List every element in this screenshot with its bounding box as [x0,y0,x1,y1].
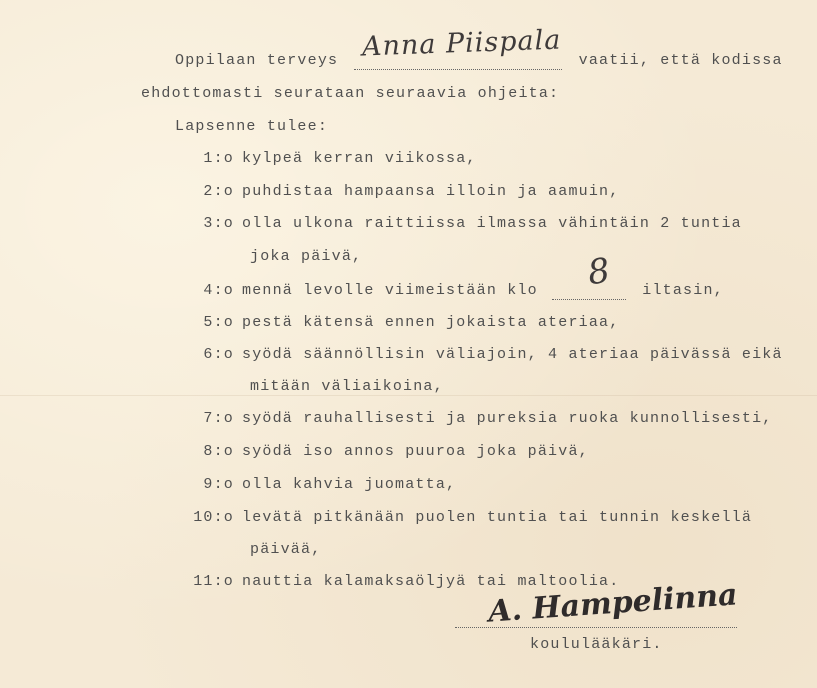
paper-fold [0,395,817,396]
rule-10 [178,509,752,526]
rule-text: pestä kätensä ennen jokaista ateriaa, [242,314,620,331]
rule-text-before: mennä levolle viimeistään klo [242,282,538,299]
rule-1 [178,150,477,167]
rule-text: olla kahvia juomatta, [242,476,457,493]
rule-3 [178,215,742,232]
bedtime-hour-handwritten: 8 [585,250,613,294]
rule-text: syödä rauhallisesti ja pureksia ruoka kunnollisesti, [242,410,773,427]
rule-text: kylpeä kerran viikossa, [242,150,477,167]
student-name-handwritten: Anna Piispala [361,24,562,63]
rule-number: 11:o [193,573,234,590]
rule-9 [178,476,456,493]
rule-10-continuation: päivää, [250,541,322,558]
rule-text: levätä pitkänään puolen tuntia tai tunnin keskellä [242,509,753,526]
rule-number: 7:o [203,410,234,427]
rule-number: 8:o [203,443,234,460]
rule-number: 1:o [203,150,234,167]
rule-text: nauttia kalamaksaöljyä tai maltoolia. [242,573,620,590]
rule-4 [178,282,724,300]
rule-number: 3:o [203,215,234,232]
rule-11 [178,573,619,590]
rule-3-continuation: joka päivä, [250,248,363,265]
rule-text: olla ulkona raittiissa ilmassa vähintäin 2 tuntia [242,215,742,232]
rule-6-continuation: mitään väliaikoina, [250,378,444,395]
intro-part-2: vaatii, että kodissa [578,52,783,69]
rule-number: 9:o [203,476,234,493]
rule-6 [178,346,783,363]
intro-line-2: ehdottomasti seurataan seuraavia ohjeita: [141,85,560,102]
rule-number: 2:o [203,183,234,200]
signature-title: koululääkäri. [530,636,663,653]
rule-number: 10:o [193,509,234,526]
rule-7 [178,410,772,427]
rule-text-after: iltasin, [642,282,724,299]
rule-8 [178,443,589,460]
rule-2 [178,183,619,200]
doctor-signature: A. Hampelinna [487,577,739,630]
rule-number: 6:o [203,346,234,363]
rule-5 [178,314,619,331]
rule-text: syödä iso annos puuroa joka päivä, [242,443,589,460]
rule-text: puhdistaa hampaansa illoin ja aamuin, [242,183,620,200]
rule-number: 4:o [203,282,234,299]
rule-text: syödä säännöllisin väliajoin, 4 ateriaa päivässä eikä [242,346,783,363]
subheading: Lapsenne tulee: [175,118,329,135]
intro-part-1: Oppilaan terveys [175,52,339,69]
rule-number: 5:o [203,314,234,331]
